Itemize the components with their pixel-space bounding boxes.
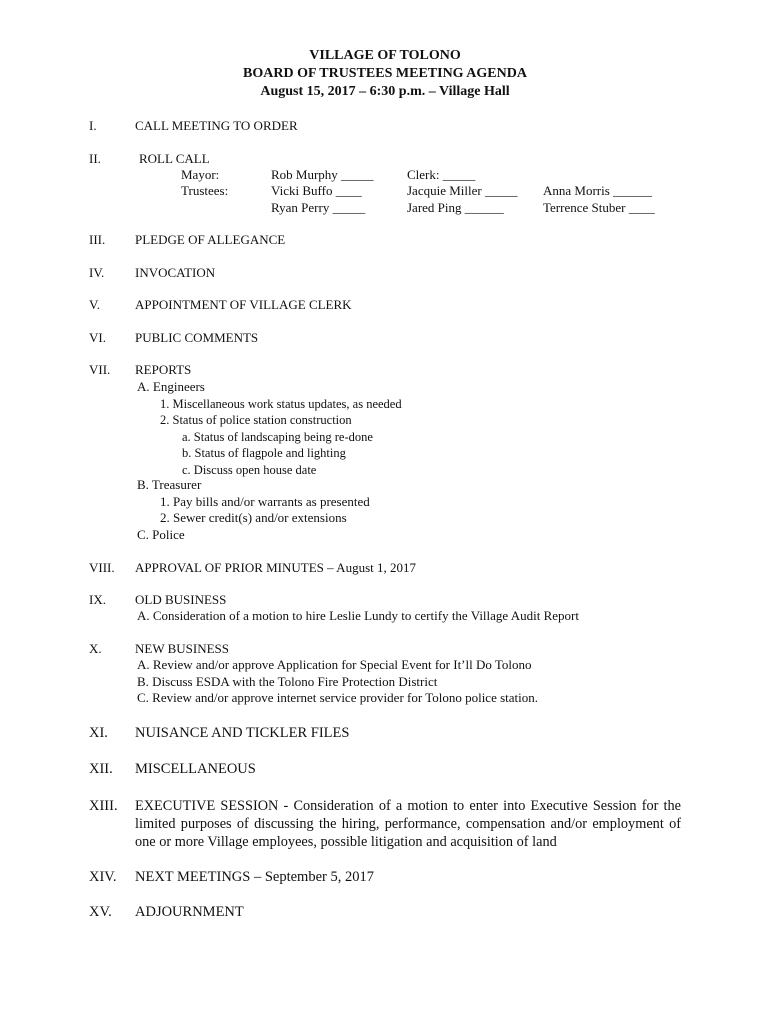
roll-call-name: Clerk: _____ — [407, 167, 476, 182]
sub-item: 1. Miscellaneous work status updates, as needed — [160, 397, 402, 411]
item-title: NUISANCE AND TICKLER FILES — [135, 725, 350, 741]
item-number: I. — [89, 118, 97, 133]
sub-item: B. Discuss ESDA with the Tolono Fire Protection District — [137, 674, 438, 689]
roll-call-name: Terrence Stuber ____ — [543, 200, 655, 215]
item-number: IV. — [89, 265, 105, 280]
item-number: III. — [89, 232, 106, 247]
item-number: VIII. — [89, 560, 115, 575]
roll-call-name: Anna Morris ______ — [543, 183, 653, 198]
item-title: ROLL CALL — [139, 151, 210, 166]
item-number: XIV. — [89, 869, 117, 885]
mayor-label: Mayor: — [181, 167, 220, 182]
sub-item: A. Review and/or approve Application for Special Event for It’ll Do Tolono — [137, 657, 532, 672]
sub-item: b. Status of flagpole and lighting — [182, 446, 346, 460]
sub-item: a. Status of landscaping being re-done — [182, 430, 373, 444]
roll-call-name: Jacquie Miller _____ — [407, 183, 518, 198]
sub-item: C. Police — [137, 527, 185, 542]
roll-call-name: Jared Ping ______ — [407, 200, 504, 215]
sub-item: C. Review and/or approve internet service provider for Tolono police station. — [137, 690, 539, 705]
item-title: REPORTS — [135, 362, 192, 377]
item-title: PLEDGE OF ALLEGANCE — [135, 232, 286, 247]
meeting-date: August 15, 2017 – 6:30 p.m. – Village Hall — [260, 84, 510, 99]
executive-session-text: EXECUTIVE SESSION - Consideration of a motion to enter into Executive Session for the limited purposes of discussing the hiring, performance, compensation and/or employment of one or more Village employees, possible litigation and acquisition of land — [135, 798, 681, 850]
item-title: CALL MEETING TO ORDER — [135, 118, 298, 133]
item-title: APPOINTMENT OF VILLAGE CLERK — [135, 297, 352, 312]
roll-call-name: Vicki Buffo ____ — [271, 183, 362, 198]
agenda-title: BOARD OF TRUSTEES MEETING AGENDA — [243, 66, 527, 81]
item-title: OLD BUSINESS — [135, 592, 227, 607]
item-title: NEXT MEETINGS – September 5, 2017 — [135, 869, 374, 885]
item-title: ADJOURNMENT — [135, 904, 244, 920]
item-number: X. — [89, 641, 102, 656]
item-number: VII. — [89, 362, 111, 377]
item-title: APPROVAL OF PRIOR MINUTES – August 1, 2017 — [135, 560, 416, 575]
sub-item: c. Discuss open house date — [182, 463, 317, 477]
item-title: NEW BUSINESS — [135, 641, 230, 656]
item-number: II. — [89, 151, 101, 166]
sub-item: 1. Pay bills and/or warrants as presented — [160, 494, 370, 509]
item-number: IX. — [89, 592, 106, 607]
roll-call-name: Ryan Perry _____ — [271, 200, 366, 215]
item-title: INVOCATION — [135, 265, 216, 280]
item-number: VI. — [89, 330, 106, 345]
item-number: XIII. — [89, 798, 118, 814]
item-title: PUBLIC COMMENTS — [135, 330, 259, 345]
item-title: MISCELLANEOUS — [135, 761, 256, 777]
sub-item: B. Treasurer — [137, 477, 202, 492]
roll-call-name: Rob Murphy _____ — [271, 167, 374, 182]
sub-item: 2. Status of police station construction — [160, 413, 352, 427]
org-title: VILLAGE OF TOLONO — [309, 48, 461, 63]
item-number: XI. — [89, 725, 108, 741]
item-number: V. — [89, 297, 100, 312]
item-number: XV. — [89, 904, 112, 920]
sub-item: 2. Sewer credit(s) and/or extensions — [160, 510, 347, 525]
sub-item: A. Engineers — [137, 379, 205, 394]
trustees-label: Trustees: — [181, 183, 229, 198]
sub-item: A. Consideration of a motion to hire Leslie Lundy to certify the Village Audit Report — [137, 608, 579, 623]
item-number: XII. — [89, 761, 113, 777]
